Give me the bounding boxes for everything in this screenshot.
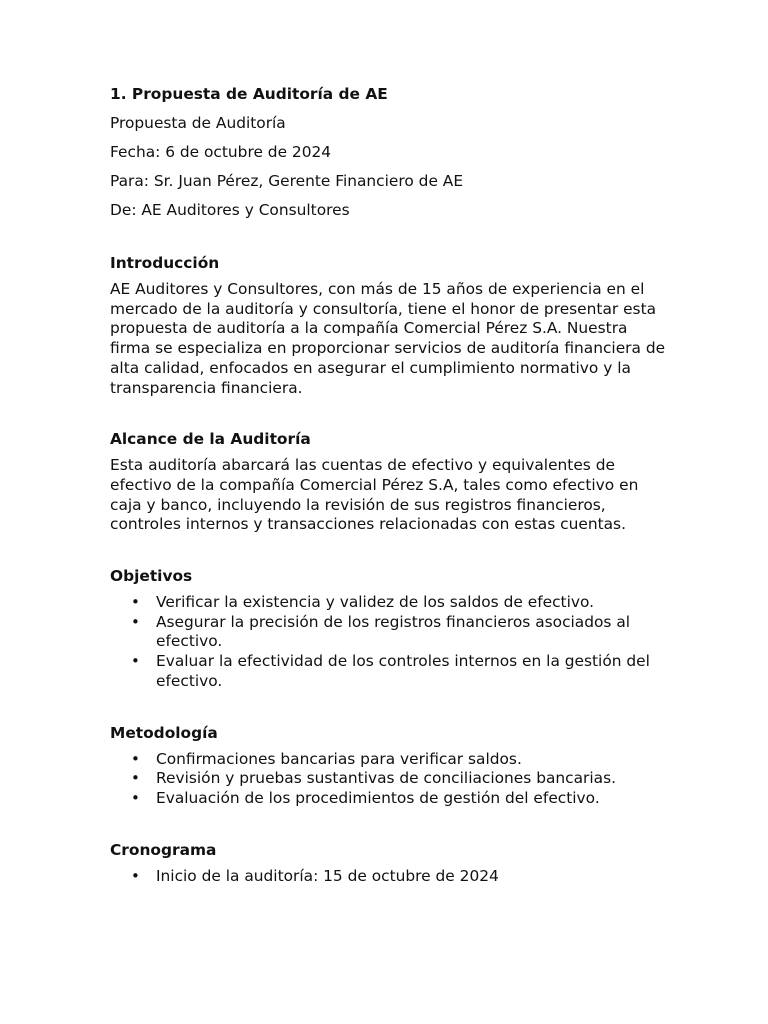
methodology-heading: Metodología bbox=[110, 723, 218, 742]
bullet-icon: • bbox=[131, 593, 140, 612]
scope-section bbox=[110, 427, 670, 535]
list-item-text: Evaluar la efectividad de los controles internos en la gestión del efectivo. bbox=[156, 652, 650, 690]
list-item-text: Confirmaciones bancarias para verificar saldos. bbox=[156, 749, 522, 768]
bullet-icon: • bbox=[131, 866, 140, 885]
scope-heading: Alcance de la Auditoría bbox=[110, 430, 311, 449]
schedule-section bbox=[110, 838, 670, 887]
list-item-text: Inicio de la auditoría: 15 de octubre de 2024 bbox=[156, 866, 499, 885]
methodology-section bbox=[110, 721, 670, 809]
document-recipient: Para: Sr. Juan Pérez, Gerente Financiero de AE bbox=[110, 172, 464, 190]
list-item bbox=[110, 750, 670, 770]
list-item-text: Asegurar la precisión de los registros financieros asociados al efectivo. bbox=[156, 612, 631, 651]
list-item bbox=[110, 613, 670, 652]
bullet-icon: • bbox=[131, 749, 140, 768]
document-sender: De: AE Auditores y Consultores bbox=[110, 201, 350, 219]
list-item bbox=[110, 867, 670, 887]
schedule-heading: Cronograma bbox=[110, 840, 217, 859]
document-date: Fecha: 6 de octubre de 2024 bbox=[110, 143, 332, 161]
bullet-icon: • bbox=[131, 652, 140, 671]
introduction-paragraph: AE Auditores y Consultores, con más de 15 años de experiencia en el mercado de la auditoría y consultoría, tiene el honor de presentar esta propuesta de auditoría a la compañía Comercial Pérez S.A. Nuestra firma se especializa en proporcionar servicios de auditoría financiera de alta calidad, enfocados en asegurar el cumplimiento normativo y la transparencia financiera. bbox=[110, 280, 666, 397]
objectives-heading: Objetivos bbox=[110, 567, 193, 586]
list-item bbox=[110, 593, 670, 613]
introduction-section bbox=[110, 251, 670, 398]
list-item-text: Evaluación de los procedimientos de gestión del efectivo. bbox=[156, 788, 600, 807]
introduction-heading: Introducción bbox=[110, 254, 220, 272]
scope-paragraph: Esta auditoría abarcará las cuentas de efectivo y equivalentes de efectivo de la compañía Comercial Pérez S.A, tales como efectivo en caja y banco, incluyendo la revisión de sus registros financieros, controles internos y transacciones relacionadas con estas cuentas. bbox=[110, 456, 639, 534]
bullet-icon: • bbox=[131, 788, 140, 807]
methodology-list bbox=[110, 750, 670, 809]
objectives-section bbox=[110, 564, 670, 692]
list-item bbox=[110, 769, 670, 789]
list-item-text: Verificar la existencia y validez de los saldos de efectivo. bbox=[156, 593, 594, 612]
objectives-list bbox=[110, 593, 670, 692]
bullet-icon: • bbox=[131, 769, 140, 788]
list-item bbox=[110, 789, 670, 809]
document-page bbox=[110, 82, 670, 886]
list-item-text: Revisión y pruebas sustantivas de conciliaciones bancarias. bbox=[156, 769, 616, 788]
schedule-list bbox=[110, 867, 670, 887]
document-subtitle: Propuesta de Auditoría bbox=[110, 114, 286, 132]
list-item bbox=[110, 652, 670, 691]
bullet-icon: • bbox=[131, 612, 140, 631]
document-title: 1. Propuesta de Auditoría de AE bbox=[110, 85, 388, 103]
